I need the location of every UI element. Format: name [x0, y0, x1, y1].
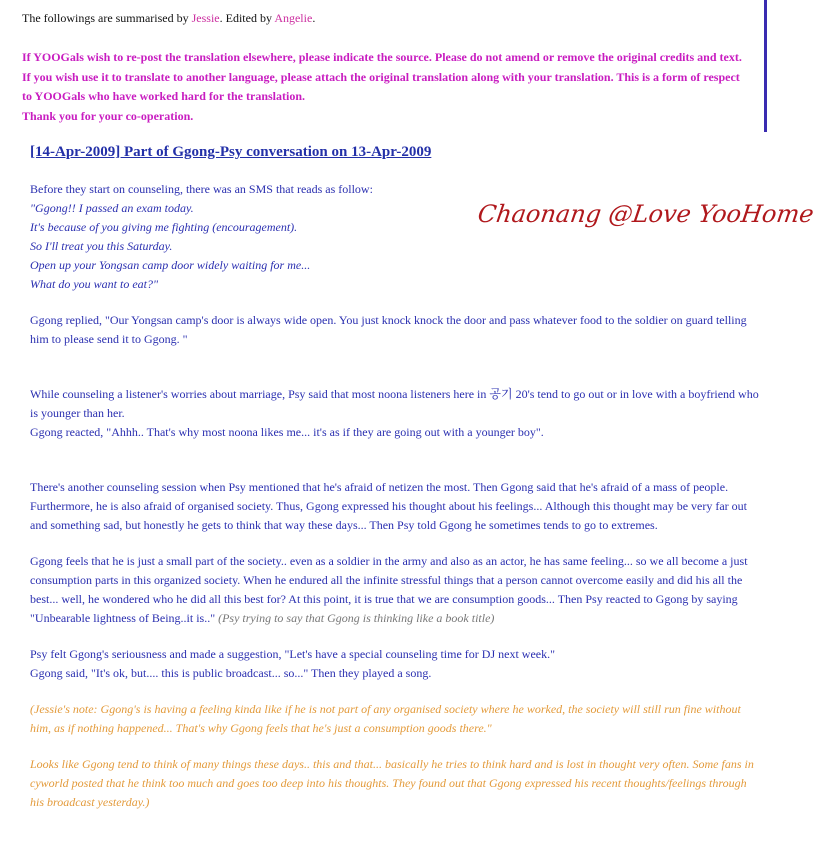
- broadcast-paragraph: Ggong said, "It's ok, but.... this is public broadcast... so..." Then they played a song.: [30, 666, 432, 680]
- article-title-link[interactable]: [14-Apr-2009] Part of Ggong-Psy conversation on 13-Apr-2009: [30, 144, 432, 160]
- closing-note: Looks like Ggong tend to think of many things these days.. this and that... basically he tries to think hard and is lost in thought very often. Some fans in cyworld posted that he think too much and goes too deep into his thoughts. They found out that Ggong expressed his recent thoughts/feelings through his broadcast yesterday.): [30, 757, 754, 809]
- sms-quote: [30, 199, 762, 294]
- notice-text: If YOOGals wish to re-post the translation elsewhere, please indicate the source. Please do not amend or remove the original credits and text. If you wish use it to translate to another language, please attach the original translation along with your translation. This is a form of respect to YOOGals who have worked hard for the translation.: [22, 50, 742, 103]
- repost-notice: [22, 48, 752, 126]
- watermark-signature: Chaonang @Love YooHome: [476, 200, 816, 228]
- sms-line: Open up your Yongsan camp door widely waiting for me...: [30, 258, 311, 272]
- netizen-paragraph: There's another counseling session when Psy mentioned that he's afraid of netizen the most. Then Ggong said that he's afraid of a mass of people. Furthermore, he is also afraid of organised society. Thus, Ggong expressed his thought about his feelings... Although this thought may be very far out and something sad, but honestly he gets to think that way these days... Then Psy told Ggong he sometimes tends to go to extremes.: [30, 480, 747, 532]
- marriage-paragraph: While counseling a listener's worries about marriage, Psy said that most noona listeners here in 공기 20's tend to go out or in love with a boyfriend who is younger than her.: [30, 387, 759, 420]
- jessie-note: (Jessie's note: Ggong's is having a feeling kinda like if he is not part of any organised society where he worked, the society will still run fine without him, as if nothing happened... That's why Ggong feels that he's just a consumption goods there.": [30, 702, 741, 735]
- reaction-paragraph: Ggong reacted, "Ahhh.. That's why most noona likes me... it's as if they are going out with a younger boy".: [30, 425, 544, 439]
- sms-line: So I'll treat you this Saturday.: [30, 239, 173, 253]
- credits-middle: . Edited by: [219, 11, 275, 25]
- sms-line: "Ggong!! I passed an exam today.: [30, 201, 194, 215]
- editor-name: Angelie: [274, 11, 313, 25]
- credits-prefix: The followings are summarised by: [22, 11, 192, 25]
- society-aside: (Psy trying to say that Ggong is thinking like a book title): [218, 611, 495, 625]
- credits-suffix: .: [312, 11, 316, 25]
- society-paragraph: [30, 552, 762, 628]
- suggestion-paragraph: Psy felt Ggong's seriousness and made a suggestion, "Let's have a special counseling time for DJ next week.": [30, 647, 556, 661]
- notice-thanks: Thank you for your co-operation.: [22, 108, 194, 123]
- sms-line: What do you want to eat?": [30, 277, 159, 291]
- right-border: [764, 0, 767, 132]
- credits-line: [22, 11, 315, 26]
- article-body: [30, 180, 762, 812]
- society-text: Ggong feels that he is just a small part of the society.. even as a soldier in the army and also as an actor, he has same feeling... so we all become a just consumption parts in this organized society. When he endured all the infinite stressful things that a person cannot overcome easily and did his all the best... well, he wondered who he did all this best for? At this point, it is true that we are consumption goods... Then Psy reacted to Ggong by saying "Unbearable lightness of Being..it is..": [30, 554, 748, 625]
- summariser-name: Jessie: [191, 11, 220, 25]
- reply-paragraph: Ggong replied, "Our Yongsan camp's door is always wide open. You just knock knock the door and pass whatever food to the soldier on guard telling him to please send it to Ggong. ": [30, 313, 747, 346]
- sms-line: It's because of you giving me fighting (encouragement).: [30, 220, 298, 234]
- intro-paragraph: Before they start on counseling, there was an SMS that reads as follow:: [30, 182, 373, 196]
